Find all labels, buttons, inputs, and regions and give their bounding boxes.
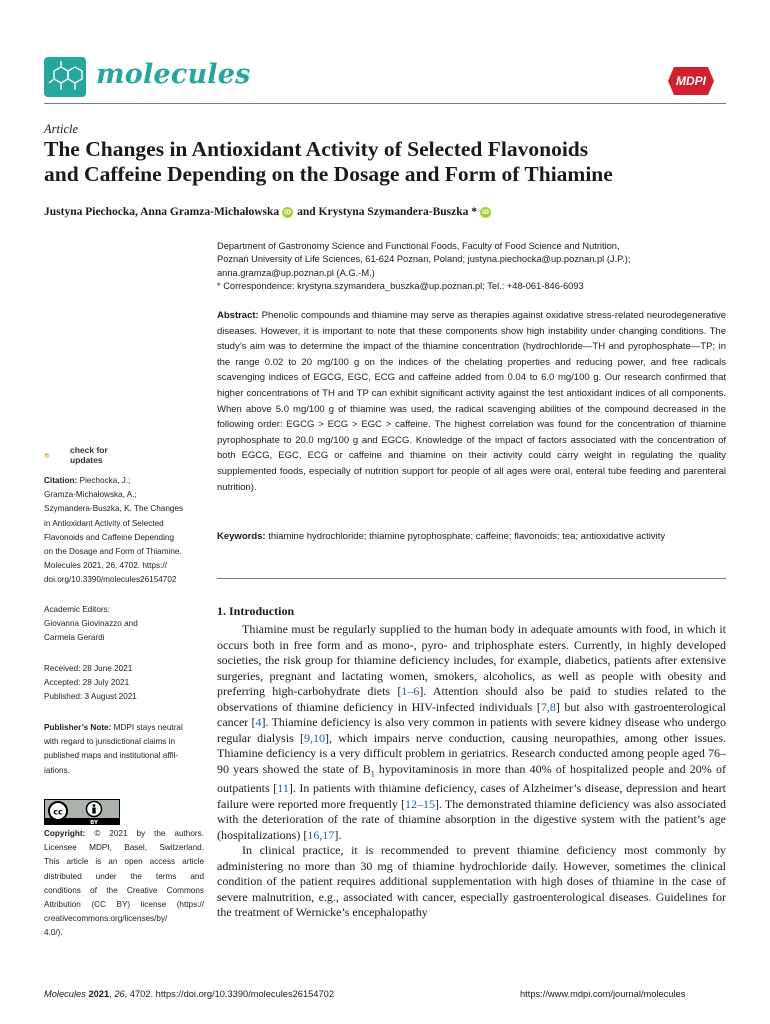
paper-title [44, 137, 734, 187]
citation-line[interactable]: Molecules 2021, 26, 4702. https:// [44, 561, 167, 571]
introduction-paragraph-1 [217, 622, 726, 843]
affiliation-line: Department of Gastronomy Science and Functional Foods, Faculty of Food Science and Nutrition, [217, 241, 620, 251]
abstract-text: Phenolic compounds and thiamine may serve as therapies against oxidative stress-related neurodegenerative diseases. However, it is important to note that these components show high instability under changing conditions. The study’s aim was to determine the impact of the thiamine concentration (hydrochloride—TH and pyrophosphate—TP; in the range 0.02 to 20 mg/100 g on the indices of the chelating properties and reducing power, and free radicals scavenging indices of EGCG, EGC, ECG and caffeine added from 0.04 to 6.0 mg/100 g. Our research confirmed that higher concentrations of TH and TP can exhibit significant activity against the test antioxidant indices of all components. When above 5.0 mg/100 g of thiamine was used, the radical scavenging abilities of the compound decreased in the following order: EGCG > ECG > EGC > caffeine. The highest correlation was found for the concentration of thiamine pyrophosphate to 20.0 mg/100 g and EGCG. Knowledge of the impact of factors associated with the concentration of both EGCG, EGC, ECG or caffeine and thiamine on their activity could carry weight in regulating the quality supplemented foods, especially of nutrition support for people of all ages were oral, enteral tube feeding and parenteral nutrition). [217, 310, 727, 493]
copyright-line[interactable]: creativecommons.org/licenses/by/ [44, 914, 168, 924]
citation-line [44, 474, 204, 488]
paragraph-text: ], which impairs nerve conduction, causing neuropathies, among other issues. Thiamine deficiency is a very difficult problem in geriatrics. Research conducted among people aged 76–90 years showed the state of B [217, 730, 726, 776]
check-for-updates-line1: check for [70, 445, 108, 455]
affiliation-line: Poznań University of Life Sciences, 61-624 Poznan, Poland; justyna.piechocka@up.poznan.pl (J.P.); [217, 254, 631, 265]
orcid-icon[interactable]: iD [481, 208, 490, 216]
reference-link[interactable]: 1–6 [401, 684, 420, 698]
svg-text:cc: cc [53, 807, 63, 817]
editors-line: Carmela Gerardi [44, 633, 105, 643]
footer-journal: Molecules [44, 989, 86, 999]
correspondence-line: * Correspondence: krystyna.szymandera_buszka@up.poznan.pl; Tel.: +48-061-846-6093 [217, 280, 584, 291]
reference-link[interactable]: 11 [277, 781, 289, 796]
check-for-updates-line2: updates [70, 455, 103, 465]
copyright-line: Licensee MDPI, Basel, Switzerland. [44, 843, 204, 853]
check-for-updates-icon[interactable] [44, 443, 70, 469]
introduction-body [217, 622, 726, 921]
mdpi-logo[interactable] [668, 67, 714, 95]
affiliation-line: anna.gramza@up.poznan.pl (A.G.-M.) [217, 267, 375, 278]
publisher-note [44, 721, 204, 778]
paragraph-text: Thiamine must be regularly supplied to the human body in adequate amounts with food, in which it occurs both in free form and as mono-, pyro- and triphosphate esters. Currently, in highly developed societies, the risk group for thiamine deficiency includes, for example, diabetics, patients after extensive surgeries, pregnant and lactating women, smokers, alcoholics, as well as people with obesity and preferring high-carbohydrate diets [ [217, 622, 726, 698]
copyright-line[interactable]: Attribution (CC BY) license (https:// [44, 900, 204, 910]
molecules-logo-icon [44, 57, 86, 97]
footer-volume: 26 [114, 989, 125, 999]
cc-by-license-icon[interactable] [44, 799, 120, 825]
published-date: Published: 3 August 2021 [44, 692, 137, 702]
reference-link[interactable]: 16,17 [307, 827, 335, 842]
copyright-line-1-rest: © 2021 by the authors. [94, 829, 204, 838]
editors-line: Academic Editors: [44, 605, 110, 614]
footer-rest: , [109, 989, 115, 999]
authors-part-2: and Krystyna Szymandera-Buszka * [297, 206, 477, 218]
editors-line: Giovanna Giovinazzo and [44, 619, 138, 629]
keywords-text: thiamine hydrochloride; thiamine pyrophosphate; caffeine; flavonoids; tea; antioxidative activity [268, 531, 666, 542]
affiliations [217, 240, 729, 293]
copyright-line: distributed under the terms and [44, 871, 204, 881]
reference-link[interactable]: 9,10 [304, 730, 326, 745]
footer-journal-url[interactable]: https://www.mdpi.com/journal/molecules [520, 989, 686, 999]
publisher-note-label: Publisher’s Note: [44, 723, 112, 732]
copyright-notice [44, 827, 204, 941]
paragraph-text: ]. Attention should also be paid to studies related to the observations of thiamine deficiency in HIV-infected individuals [ [217, 684, 726, 714]
publisher-note-line: iations. [44, 765, 70, 775]
abstract-label: Abstract: [217, 310, 259, 321]
copyright-line: This article is an open access article [44, 857, 204, 867]
subscript: 1 [370, 768, 375, 778]
copyright-line: conditions of the Creative Commons [44, 885, 204, 895]
citation-line: Gramza-Michałowska, A.; [44, 490, 137, 500]
citation-block [44, 474, 204, 588]
paragraph-text: ]. The demonstrated thiamine deficiency was also associated with the deterioration of the rate of thiamine absorption in the digestive system with the patient’s age (hospitalizations) [ [217, 796, 727, 842]
author-list [44, 206, 495, 218]
section-heading-introduction: 1. Introduction [217, 604, 295, 618]
citation-line: Szymandera-Buszka, K. The Changes [44, 504, 184, 514]
reference-link[interactable]: 7,8 [540, 699, 556, 714]
svg-text:BY: BY [90, 820, 98, 825]
accepted-date: Accepted: 28 July 2021 [44, 678, 130, 688]
orcid-icon[interactable]: iD [284, 208, 292, 216]
citation-line: on the Dosage and Form of Thiamine. [44, 547, 182, 557]
publisher-note-line: with regard to jurisdictional claims in [44, 737, 176, 747]
keywords-label: Keywords: [217, 531, 266, 542]
academic-editors [44, 603, 204, 646]
header-divider [44, 103, 726, 104]
publisher-note-line [44, 721, 204, 735]
title-line: The Changes in Antioxidant Activity of Selected Flavonoids [44, 137, 589, 161]
section-divider [217, 578, 726, 579]
paragraph-text: hypovitaminosis in more than 40% of hospitalized people and 20% of outpatients [ [217, 761, 726, 796]
copyright-line[interactable]: 4.0/). [44, 928, 63, 938]
keywords [217, 529, 726, 545]
footer-citation[interactable] [44, 989, 334, 999]
citation-line: Flavonoids and Caffeine Depending [44, 532, 175, 542]
citation-line-1-rest: Piechocka, J.; [79, 476, 131, 485]
paragraph-text: ]. Thiamine deficiency is also very common in patients with severe kidney disease who undergo regular dialysis [ [217, 715, 727, 745]
check-for-updates-badge[interactable] [70, 445, 108, 465]
title-line: and Caffeine Depending on the Dosage and Form of Thiamine [44, 162, 613, 186]
authors-part-1: Justyna Piechocka, Anna Gramza-Michałowska [44, 206, 280, 218]
paragraph-text: ]. In patients with thiamine deficiency, cases of Alzheimer’s disease, depression and heart failure were reported more frequently [ [217, 781, 726, 811]
footer-rest: , 4702. https://doi.org/10.3390/molecules26154702 [124, 989, 334, 999]
reference-link[interactable]: 12–15 [405, 796, 436, 811]
copyright-line [44, 827, 204, 841]
copyright-label: Copyright: [44, 829, 86, 838]
citation-line: in Antioxidant Activity of Selected [44, 518, 164, 528]
publisher-note-line: published maps and institutional affil- [44, 751, 179, 761]
mdpi-logo-text: MDPI [676, 74, 706, 88]
article-type: Article [44, 122, 79, 136]
publisher-note-line-1-rest: MDPI stays neutral [113, 723, 183, 732]
citation-doi-link[interactable]: doi.org/10.3390/molecules26154702 [44, 575, 177, 585]
received-date: Received: 28 June 2021 [44, 664, 133, 673]
publication-dates [44, 662, 204, 705]
footer-year: 2021 [88, 989, 110, 999]
reference-link[interactable]: 4 [255, 715, 262, 729]
citation-label: Citation: [44, 476, 78, 485]
abstract [217, 308, 726, 495]
paragraph-text: ] but also with gastroenterological cancer [ [217, 699, 726, 729]
introduction-paragraph-2: In clinical practice, it is recommended to prevent thiamine deficiency most commonly by administering no more than 30 mg of thiamine hydrochloride daily. However, sometimes the clinical condition of the patient requires additional supplementation with high doses of thiamine in the case of severe malnutrition, e.g., associated with cancer, especially gastroenterological diseases. Guidelines for the treatment of Wernicke’s encephalopathy [217, 843, 726, 920]
journal-name[interactable]: molecules [96, 59, 251, 90]
paragraph-text: ]. [334, 827, 342, 842]
